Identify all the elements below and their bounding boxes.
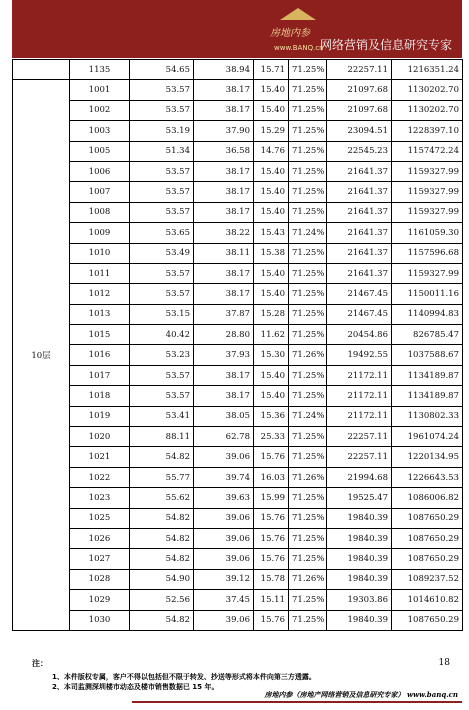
table-row	[13, 508, 463, 528]
table-cell	[13, 60, 70, 80]
footer-divider	[132, 701, 462, 703]
table-cell: 71.26%	[289, 569, 327, 589]
table-cell: 1001	[70, 80, 130, 100]
table-cell: 71.25%	[289, 488, 327, 508]
table-cell: 71.25%	[289, 243, 327, 263]
table-row	[13, 243, 463, 263]
page-number: 18	[438, 658, 450, 668]
table-cell: 1016	[70, 345, 130, 365]
table-row	[13, 528, 463, 548]
table-cell: 39.63	[194, 488, 254, 508]
table-cell: 39.06	[194, 508, 254, 528]
table-row	[13, 427, 463, 447]
logo-tagline: 网络营销及信息研究专家	[320, 38, 453, 52]
company-logo	[262, 8, 462, 54]
header-banner	[12, 0, 462, 58]
table-cell: 1130202.70	[392, 80, 463, 100]
table-row	[13, 386, 463, 406]
table-cell: 1089237.52	[392, 569, 463, 589]
table-cell: 37.45	[194, 590, 254, 610]
table-cell: 1134189.87	[392, 386, 463, 406]
table-cell: 54.82	[130, 549, 194, 569]
table-cell: 38.17	[194, 182, 254, 202]
table-cell: 21097.68	[327, 80, 392, 100]
table-cell: 39.06	[194, 610, 254, 630]
table-row	[13, 467, 463, 487]
table-cell: 16.03	[254, 467, 289, 487]
table-cell: 53.57	[130, 263, 194, 283]
table-cell: 1029	[70, 590, 130, 610]
table-cell: 1019	[70, 406, 130, 426]
table-row	[13, 488, 463, 508]
table-cell: 53.57	[130, 80, 194, 100]
table-cell: 1027	[70, 549, 130, 569]
table-cell: 14.76	[254, 141, 289, 161]
table-cell: 55.77	[130, 467, 194, 487]
table-cell: 23094.51	[327, 121, 392, 141]
table-cell: 71.25%	[289, 284, 327, 304]
table-row	[13, 202, 463, 222]
table-row	[13, 80, 463, 100]
table-cell: 15.38	[254, 243, 289, 263]
table-cell: 15.76	[254, 610, 289, 630]
logo-name: 房地内参	[270, 28, 310, 39]
table-cell: 53.65	[130, 223, 194, 243]
table-cell: 1007	[70, 182, 130, 202]
table-row	[13, 263, 463, 283]
table-cell: 71.25%	[289, 590, 327, 610]
table-cell: 1086006.82	[392, 488, 463, 508]
table-cell: 25.33	[254, 427, 289, 447]
table-cell: 21097.68	[327, 100, 392, 120]
table-cell: 71.25%	[289, 304, 327, 324]
note-title: 注：	[32, 659, 48, 668]
table-cell: 15.40	[254, 80, 289, 100]
table-row	[13, 100, 463, 120]
table-row	[13, 325, 463, 345]
table-cell: 15.76	[254, 528, 289, 548]
table-cell: 71.25%	[289, 161, 327, 181]
table-cell: 38.17	[194, 202, 254, 222]
table-cell: 1018	[70, 386, 130, 406]
table-cell: 1220134.95	[392, 447, 463, 467]
table-cell: 1021	[70, 447, 130, 467]
table-cell: 15.99	[254, 488, 289, 508]
table-cell: 71.24%	[289, 406, 327, 426]
table-cell: 71.26%	[289, 345, 327, 365]
table-cell: 53.57	[130, 182, 194, 202]
table-cell: 1014610.82	[392, 590, 463, 610]
table-row	[13, 284, 463, 304]
table-cell: 1026	[70, 528, 130, 548]
table-cell: 19840.39	[327, 610, 392, 630]
table-cell: 71.26%	[289, 467, 327, 487]
table-cell: 53.49	[130, 243, 194, 263]
table-cell: 1023	[70, 488, 130, 508]
floor-label: 10层	[13, 80, 70, 631]
page-footer	[12, 656, 462, 704]
table-cell: 1087650.29	[392, 528, 463, 548]
table-cell: 1003	[70, 121, 130, 141]
table-cell: 54.82	[130, 447, 194, 467]
table-cell: 1087650.29	[392, 508, 463, 528]
table-cell: 38.22	[194, 223, 254, 243]
table-cell: 38.17	[194, 100, 254, 120]
table-cell: 1020	[70, 427, 130, 447]
table-cell: 21641.37	[327, 161, 392, 181]
table-cell: 54.90	[130, 569, 194, 589]
table-cell: 38.17	[194, 80, 254, 100]
note-copyright: 1、本件版权专属，客户不得以包括但不限于转发、抄送等形式将本件向第三方透露。	[52, 673, 316, 681]
table-cell: 71.25%	[289, 100, 327, 120]
table-cell: 15.40	[254, 386, 289, 406]
table-cell: 1150011.16	[392, 284, 463, 304]
table-cell: 11.62	[254, 325, 289, 345]
table-cell: 1087650.29	[392, 549, 463, 569]
table-cell: 15.40	[254, 365, 289, 385]
table-cell: 1028	[70, 569, 130, 589]
table-cell: 71.25%	[289, 386, 327, 406]
table-cell: 71.25%	[289, 325, 327, 345]
table-row	[13, 182, 463, 202]
table-row	[13, 60, 463, 80]
table-cell: 1022	[70, 467, 130, 487]
table-cell: 37.93	[194, 345, 254, 365]
house-roof-icon	[280, 8, 316, 20]
table-cell: 21467.45	[327, 284, 392, 304]
table-row	[13, 345, 463, 365]
table-cell: 71.25%	[289, 610, 327, 630]
table-cell: 71.25%	[289, 121, 327, 141]
table-cell: 15.43	[254, 223, 289, 243]
table-cell: 1013	[70, 304, 130, 324]
sales-price-table	[12, 59, 462, 631]
table-row	[13, 121, 463, 141]
table-cell: 71.25%	[289, 141, 327, 161]
table-cell: 53.57	[130, 161, 194, 181]
table-cell: 54.82	[130, 528, 194, 548]
table-row	[13, 610, 463, 630]
table-cell: 38.17	[194, 386, 254, 406]
table-cell: 88.11	[130, 427, 194, 447]
table-cell: 71.25%	[289, 549, 327, 569]
table-cell: 39.06	[194, 549, 254, 569]
table-cell: 1134189.87	[392, 365, 463, 385]
table-cell: 51.34	[130, 141, 194, 161]
table-cell: 22257.11	[327, 427, 392, 447]
table-cell: 39.74	[194, 467, 254, 487]
table-row	[13, 141, 463, 161]
table-cell: 53.15	[130, 304, 194, 324]
table-cell: 22257.11	[327, 447, 392, 467]
table-cell: 1030	[70, 610, 130, 630]
table-cell: 15.36	[254, 406, 289, 426]
table-cell: 15.40	[254, 100, 289, 120]
table-cell: 1011	[70, 263, 130, 283]
table-cell: 53.57	[130, 365, 194, 385]
table-cell: 21994.68	[327, 467, 392, 487]
table-cell: 22257.11	[327, 60, 392, 80]
table-cell: 39.06	[194, 447, 254, 467]
table-cell: 1157472.24	[392, 141, 463, 161]
table-cell: 19840.39	[327, 549, 392, 569]
table-cell: 37.90	[194, 121, 254, 141]
table-cell: 1159327.99	[392, 202, 463, 222]
table-cell: 38.17	[194, 284, 254, 304]
table-row	[13, 304, 463, 324]
table-cell: 28.80	[194, 325, 254, 345]
table-cell: 1010	[70, 243, 130, 263]
table-cell: 38.05	[194, 406, 254, 426]
table-cell: 1140994.83	[392, 304, 463, 324]
table-cell: 1037588.67	[392, 345, 463, 365]
table-cell: 38.94	[194, 60, 254, 80]
table-cell: 1012	[70, 284, 130, 304]
table-row	[13, 161, 463, 181]
table-cell: 19840.39	[327, 569, 392, 589]
table-cell: 71.25%	[289, 80, 327, 100]
table-cell: 21641.37	[327, 223, 392, 243]
table-cell: 62.78	[194, 427, 254, 447]
table-cell: 36.58	[194, 141, 254, 161]
table-cell: 71.25%	[289, 60, 327, 80]
table-cell: 1087650.29	[392, 610, 463, 630]
table-cell: 38.11	[194, 243, 254, 263]
table-cell: 1228397.10	[392, 121, 463, 141]
table-cell: 15.29	[254, 121, 289, 141]
table-cell: 1130802.33	[392, 406, 463, 426]
table-cell: 71.24%	[289, 223, 327, 243]
table-cell: 21641.37	[327, 243, 392, 263]
table-cell: 826785.47	[392, 325, 463, 345]
table-cell: 21172.11	[327, 386, 392, 406]
table-cell: 19840.39	[327, 508, 392, 528]
table-cell: 1135	[70, 60, 130, 80]
table-cell: 54.82	[130, 610, 194, 630]
table-cell: 53.41	[130, 406, 194, 426]
table-cell: 1216351.24	[392, 60, 463, 80]
table-cell: 21172.11	[327, 406, 392, 426]
table-cell: 53.57	[130, 100, 194, 120]
table-cell: 38.17	[194, 161, 254, 181]
table-row	[13, 569, 463, 589]
table-cell: 1008	[70, 202, 130, 222]
table-cell: 15.40	[254, 284, 289, 304]
table-cell: 53.57	[130, 202, 194, 222]
table-cell: 1159327.99	[392, 182, 463, 202]
table-cell: 71.25%	[289, 365, 327, 385]
table-cell: 1159327.99	[392, 161, 463, 181]
table-cell: 22545.23	[327, 141, 392, 161]
table-cell: 38.17	[194, 263, 254, 283]
table-cell: 15.76	[254, 447, 289, 467]
table-cell: 15.11	[254, 590, 289, 610]
table-cell: 71.25%	[289, 528, 327, 548]
table-cell: 71.25%	[289, 202, 327, 222]
table-cell: 19303.86	[327, 590, 392, 610]
table-cell: 15.28	[254, 304, 289, 324]
logo-url: www.BANQ.cn	[274, 44, 324, 52]
table-cell: 15.78	[254, 569, 289, 589]
table-cell: 1006	[70, 161, 130, 181]
table-cell: 54.82	[130, 508, 194, 528]
table-cell: 1002	[70, 100, 130, 120]
table-cell: 15.40	[254, 161, 289, 181]
table-cell: 15.76	[254, 549, 289, 569]
table-cell: 19525.47	[327, 488, 392, 508]
table-cell: 55.62	[130, 488, 194, 508]
table-cell: 1226643.53	[392, 467, 463, 487]
table-row	[13, 549, 463, 569]
table-cell: 71.25%	[289, 427, 327, 447]
table-cell: 39.12	[194, 569, 254, 589]
footer-brand: 房地内参（房地产网络营销及信息研究专家） www.banq.cn	[264, 690, 458, 699]
table-cell: 21641.37	[327, 263, 392, 283]
table-cell: 21641.37	[327, 182, 392, 202]
table-cell: 21172.11	[327, 365, 392, 385]
table-cell: 71.25%	[289, 182, 327, 202]
table-row	[13, 590, 463, 610]
table-cell: 40.42	[130, 325, 194, 345]
table-cell: 1015	[70, 325, 130, 345]
table-cell: 15.40	[254, 182, 289, 202]
table-row	[13, 447, 463, 467]
table-cell: 71.25%	[289, 508, 327, 528]
table-cell: 39.06	[194, 528, 254, 548]
table-row	[13, 223, 463, 243]
table-cell: 15.30	[254, 345, 289, 365]
table-cell: 1161059.30	[392, 223, 463, 243]
table-cell: 19492.55	[327, 345, 392, 365]
table-cell: 1961074.24	[392, 427, 463, 447]
table-cell: 53.23	[130, 345, 194, 365]
table-cell: 21641.37	[327, 202, 392, 222]
note-monitoring: 2、本司监测深圳楼市动态及楼市销售数据已 15 年。	[52, 683, 219, 691]
table-cell: 1009	[70, 223, 130, 243]
data-table	[12, 59, 463, 631]
table-row	[13, 406, 463, 426]
table-cell: 19840.39	[327, 528, 392, 548]
table-cell: 54.65	[130, 60, 194, 80]
table-cell: 52.56	[130, 590, 194, 610]
table-cell: 1159327.99	[392, 263, 463, 283]
table-cell: 38.17	[194, 365, 254, 385]
table-cell: 15.40	[254, 202, 289, 222]
table-cell: 15.76	[254, 508, 289, 528]
table-cell: 53.57	[130, 386, 194, 406]
table-cell: 1025	[70, 508, 130, 528]
table-cell: 53.57	[130, 284, 194, 304]
table-cell: 1130202.70	[392, 100, 463, 120]
table-cell: 15.71	[254, 60, 289, 80]
table-cell: 15.40	[254, 263, 289, 283]
table-cell: 71.25%	[289, 263, 327, 283]
table-cell: 37.87	[194, 304, 254, 324]
table-cell: 21467.45	[327, 304, 392, 324]
table-row	[13, 365, 463, 385]
table-cell: 20454.86	[327, 325, 392, 345]
table-cell: 1005	[70, 141, 130, 161]
table-cell: 53.19	[130, 121, 194, 141]
table-cell: 1157596.68	[392, 243, 463, 263]
table-cell: 1017	[70, 365, 130, 385]
table-cell: 71.25%	[289, 447, 327, 467]
